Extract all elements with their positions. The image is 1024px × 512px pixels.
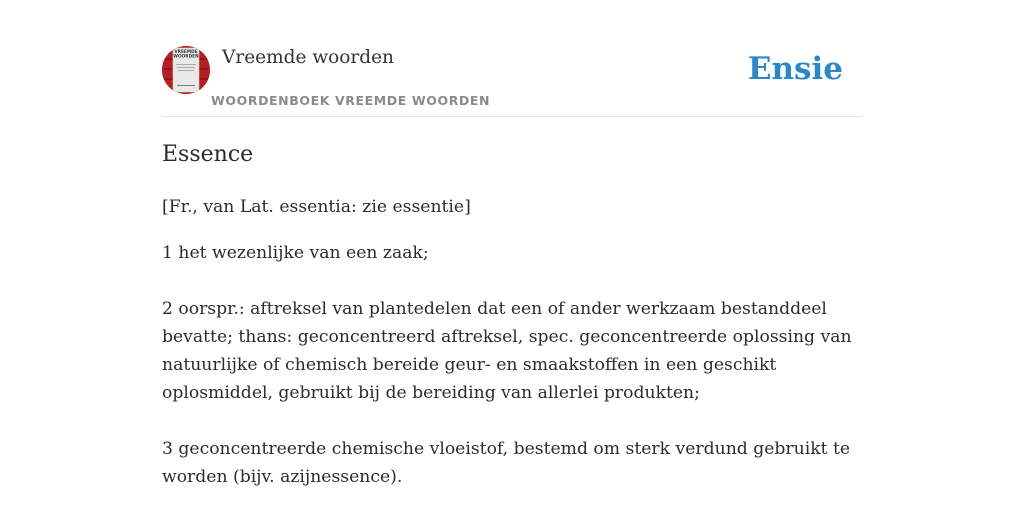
definition-item: 3 geconcentreerde chemische vloeistof, bestemd om sterk verdund gebruikt te worden (bijv. azijnessence). (162, 439, 851, 487)
definitions-list (162, 239, 852, 512)
svg-text:WOORDEN: WOORDEN (173, 54, 199, 60)
source-title[interactable]: Vreemde woorden (222, 47, 394, 68)
brand-logo[interactable]: Ensie (747, 51, 843, 87)
svg-text:VREEMDE: VREEMDE (174, 50, 198, 55)
book-cover-icon[interactable] (162, 46, 210, 94)
book-cover-image (162, 46, 210, 94)
entry-term: Essence (162, 142, 254, 167)
entry-header (162, 0, 862, 117)
definition-item: 2 oorspr.: aftreksel van plantedelen dat een of ander werkzaam bestanddeel bevatte; thans: geconcentreerd aftreksel, spec. geconcentreerde oplossing van natuurlijke of chemisch bereide geur- en smaakstoffen in een geschikt oplosmiddel, gebruikt bij de bereiding van allerlei produkten; (162, 299, 852, 403)
entry-etymology: [Fr., van Lat. essentia: zie essentie] (162, 197, 471, 217)
source-subtitle: WOORDENBOEK VREEMDE WOORDEN (211, 93, 491, 108)
definition-item: 1 het wezenlijke van een zaak; (162, 243, 429, 263)
page-container (162, 0, 862, 512)
